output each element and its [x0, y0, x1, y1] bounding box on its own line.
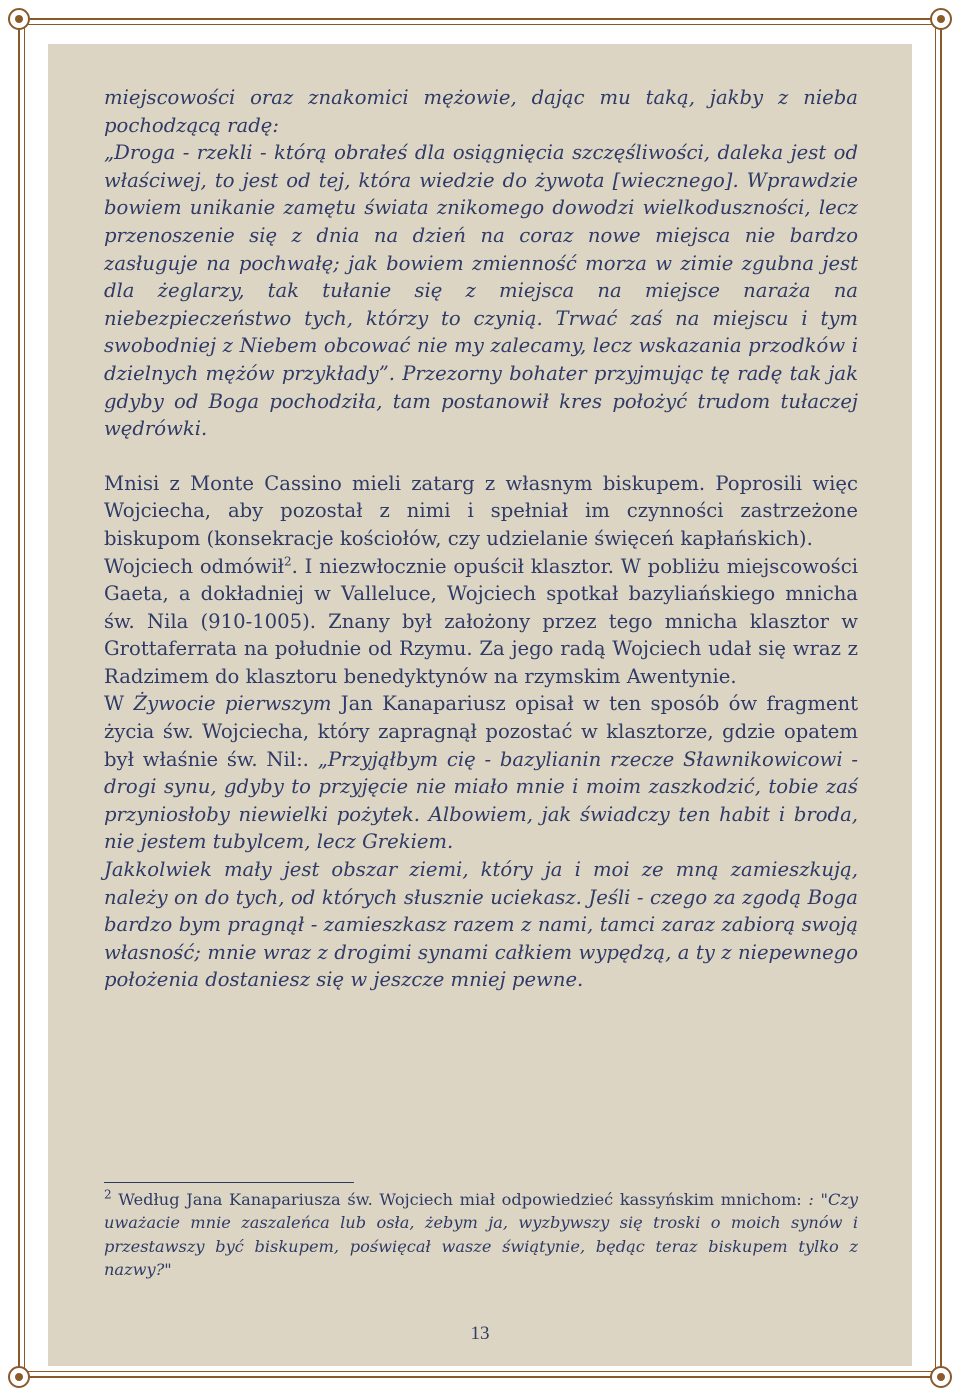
paragraph-zywot [104, 690, 858, 856]
book-title: Żywocie pierwszym [133, 692, 332, 716]
text-run: Jan Kanapariusz opisał w ten sposób ów fragment życia św. Wojciecha, który zapragnął pozostać w klasztorze, gdzie opatem był właśnie św. Nil:. [104, 692, 858, 771]
corner-ornament-icon [930, 8, 952, 30]
corner-ornament-icon [8, 1366, 30, 1388]
corner-ornament-icon [8, 8, 30, 30]
text-run: Wojciech odmówił [104, 554, 284, 578]
paragraph-quote-continued: Jakkolwiek mały jest obszar ziemi, który ja i moi ze mną zamieszkują, należy on do tych, od których słusznie uciekasz. Jeśli - czego za zgodą Boga bardzo bym pragnął - zamieszkasz razem z nami, tamci zaraz zabiorą swoją własność; mnie wraz z drogimi synami całkiem wypędzą, a ty z niepewnego położenia dostaniesz się w jeszcze mniej pewne. [104, 858, 858, 992]
page-number: 13 [470, 1323, 490, 1344]
footnote-text: Według Jana Kanapariusza św. Wojciech miał odpowiedzieć kassyńskim mnichom: [111, 1190, 809, 1209]
quote-nil: „Przyjąłbym cię - bazylianin rzecze Sławnikowicowi - drogi synu, gdyby to przyjęcie nie miało mnie i moim zaszkodzić, tobie zaś przyniosłoby niewielki pożytek. Albowiem, jak świadczy ten habit i broda, nie jestem tubylcem, lecz Grekiem. [104, 747, 858, 854]
footnote [104, 1188, 858, 1282]
footnote-ref[interactable]: 2 [283, 553, 292, 568]
paragraph-gap [104, 443, 858, 470]
page-sheet [48, 44, 912, 1366]
text-run: W [104, 692, 134, 716]
corner-ornament-icon [930, 1366, 952, 1388]
footnote-separator [104, 1182, 354, 1183]
paragraph-monte-cassino: Mnisi z Monte Cassino mieli zatarg z własnym biskupem. Poprosili więc Wojciecha, aby pozostał z nimi i spełniał im czynności zastrzeżone biskupom (konsekracje kościołów, czy udzielanie święceń kapłańskich). [104, 471, 858, 550]
page-body [104, 84, 858, 994]
footnote-quote: : "Czy uważacie mnie zaszaleńca lub osła, żebym ja, wyzbywszy się troski o moich synów i przestawszy być biskupem, poświęcał wasze świątynie, będąc teraz biskupem tylko z nazwy?" [104, 1190, 858, 1280]
paragraph-intro: miejscowości oraz znakomici mężowie, dając mu taką, jakby z nieba pochodzącą radę: [104, 86, 858, 137]
paragraph-refusal [104, 553, 858, 691]
paragraph-quote-advice: „Droga - rzekli - którą obrałeś dla osiągnięcia szczęśliwości, daleka jest od właściwej, to jest od tej, która wiedzie do żywota [wiecznego]. Wprawdzie bowiem unikanie zamętu świata znikomego dowodzi wielkoduszności, lecz przenoszenie się z dnia na dzień na coraz nowe miejsca nie bardzo zasługuje na pochwałę; jak bowiem zmienność morza w zimie zgubna jest dla żeglarzy, tak tułanie się z miejsca na miejsce naraża na niebezpieczeństwo tych, którzy to czynią. Trwać zaś na miejscu i tym swobodniej z Niebem obcować nie my zalecamy, lecz wskazania przodków i dzielnych mężów przykłady”. Przezorny bohater przyjmując tę radę tak jak gdyby od Boga pochodziła, tam postanowił kres położyć trudom tułaczej wędrówki. [104, 141, 858, 441]
footnote-marker: 2 [104, 1187, 112, 1202]
text-run: . I niezwłocznie opuścił klasztor. W pobliżu miejscowości Gaeta, a dokładniej w Valleluce, Wojciech spotkał bazyliańskiego mnicha św. Nila (910-1005). Znany był założony przez tego mnicha klasztor w Grottaferrata na południe od Rzymu. Za jego radą Wojciech udał się wraz z Radzimem do klasztoru benedyktynów na rzymskim Awentynie. [104, 554, 858, 688]
